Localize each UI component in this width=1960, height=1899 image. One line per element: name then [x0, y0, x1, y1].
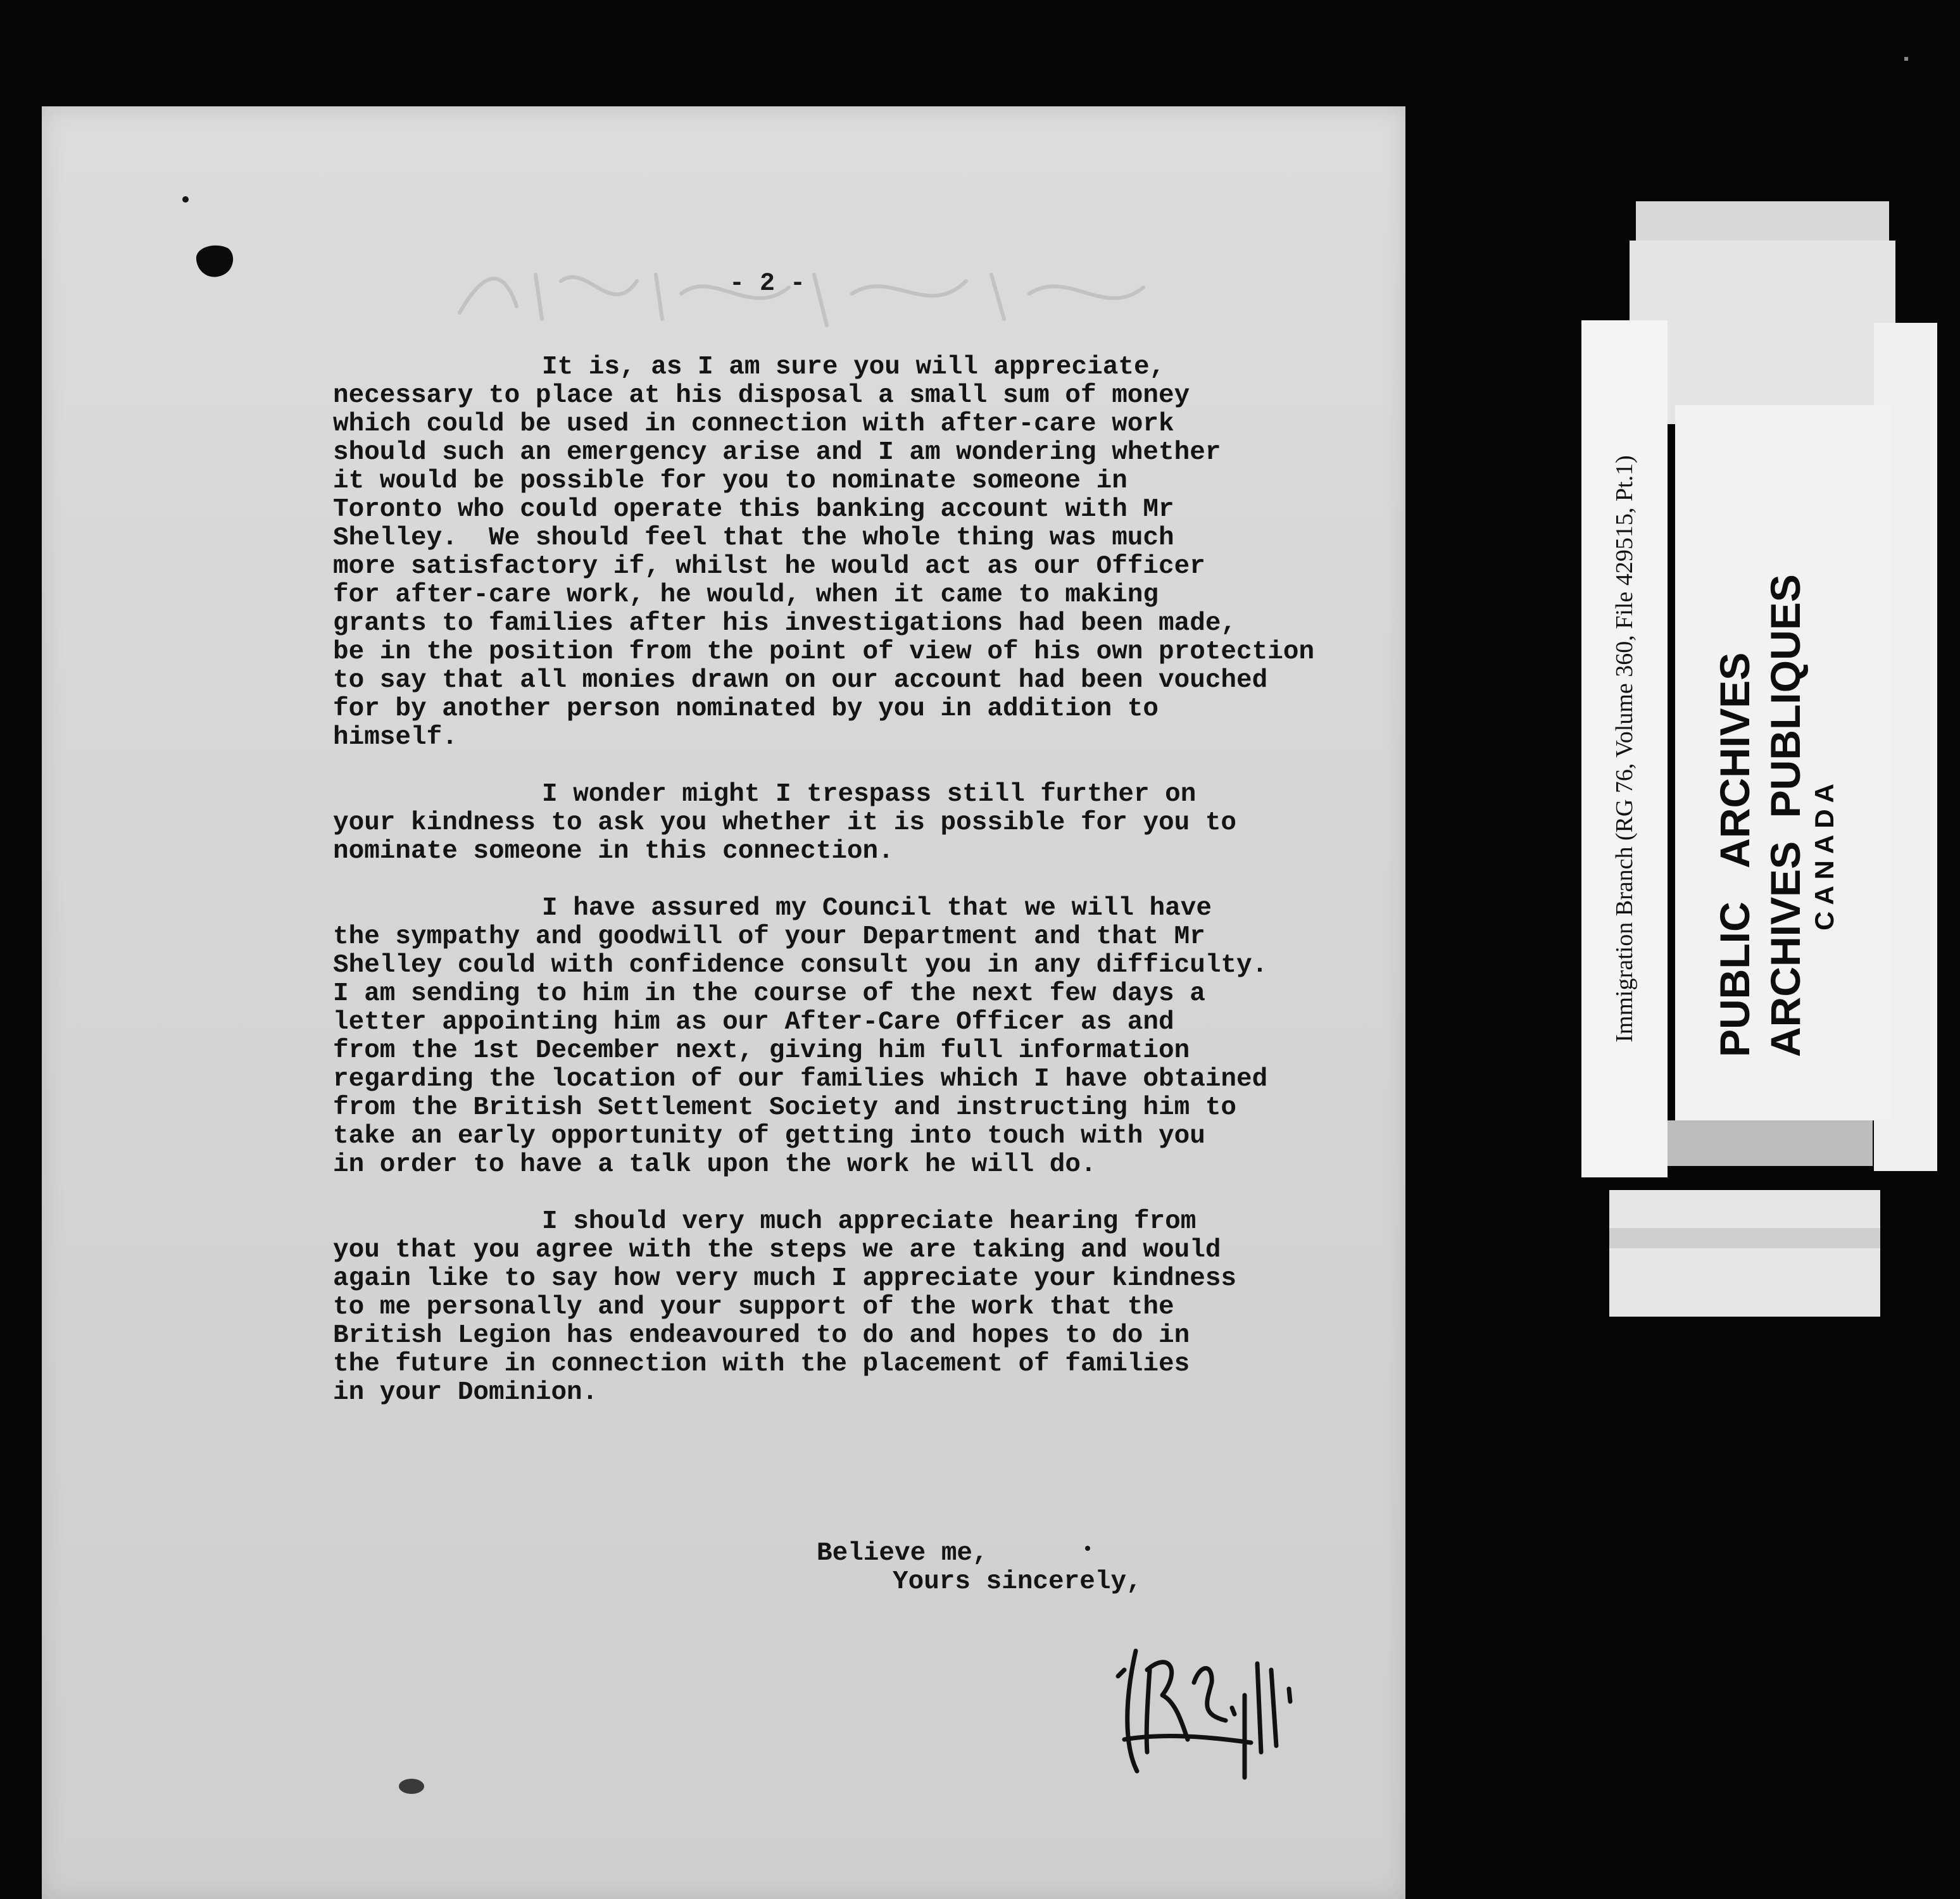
closing-line: Yours sincerely,: [893, 1567, 1142, 1596]
body-line: in your Dominion.: [333, 1378, 598, 1407]
body-line: your kindness to ask you whether it is possible for you to: [333, 808, 1237, 837]
body-line: which could be used in connection with after-care work: [333, 410, 1174, 439]
body-line: in order to have a talk upon the work he will do.: [333, 1150, 1096, 1179]
label-strip-top: [1636, 201, 1889, 241]
body-line: It is, as I am sure you will appreciate,: [542, 353, 1165, 382]
label-lower-block: [1609, 1190, 1880, 1317]
body-line: it would be possible for you to nominate someone in: [333, 467, 1128, 496]
body-line: take an early opportunity of getting into touch with you: [333, 1122, 1205, 1151]
ink-blot: [190, 241, 237, 280]
body-line: nominate someone in this connection.: [333, 837, 894, 866]
archive-reference: Immigration Branch (RG 76, Volume 360, File 429515, Pt.1): [1611, 455, 1638, 1043]
letter-body: [333, 353, 1447, 1436]
page-number: - 2 -: [729, 270, 806, 298]
body-line: for after-care work, he would, when it came to making: [333, 580, 1159, 610]
label-top-block: [1630, 241, 1895, 424]
dust-speck: [1085, 1546, 1090, 1551]
body-line: British Legion has endeavoured to do and hopes to do in: [333, 1321, 1190, 1350]
body-line: you that you agree with the steps we are taking and would: [333, 1236, 1221, 1265]
body-line: from the British Settlement Society and instructing him to: [333, 1093, 1237, 1122]
paragraph-1: [333, 353, 1447, 752]
body-line: grants to families after his investigations had been made,: [333, 609, 1237, 638]
letter-closing: [817, 1539, 1142, 1596]
body-line: should such an emergency arise and I am wondering whether: [333, 438, 1221, 467]
body-line: the future in connection with the placement of families: [333, 1350, 1190, 1379]
body-line: regarding the location of our families which I have obtained: [333, 1065, 1268, 1094]
body-line: Shelley. We should feel that the whole thing was much: [333, 523, 1174, 553]
label-lower-band: [1609, 1228, 1880, 1248]
body-line: more satisfactory if, whilst he would act as our Officer: [333, 552, 1205, 581]
body-line: to say that all monies drawn on our account had been vouched: [333, 666, 1268, 695]
paragraph-2: [333, 780, 1447, 866]
paragraph-4: [333, 1208, 1447, 1407]
body-line: be in the position from the point of view of his own protection: [333, 637, 1315, 667]
dust-speck: [182, 196, 189, 203]
archive-title-line-1: PUBLIC ARCHIVES: [1711, 652, 1758, 1057]
body-line: for by another person nominated by you in addition to: [333, 694, 1159, 724]
body-line: necessary to place at his disposal a small sum of money: [333, 381, 1190, 410]
body-line: to me personally and your support of the work that the: [333, 1293, 1174, 1322]
body-line: Toronto who could operate this banking account with Mr: [333, 495, 1174, 524]
body-line: Shelley could with confidence consult you in any difficulty.: [333, 951, 1268, 980]
body-line: the sympathy and goodwill of your Department and that Mr: [333, 922, 1205, 951]
body-line: letter appointing him as our After-Care Officer as and: [333, 1008, 1174, 1037]
handwritten-signature: [1105, 1626, 1308, 1790]
body-line: himself.: [333, 723, 458, 752]
archive-title-line-2: ARCHIVES PUBLIQUES: [1762, 574, 1809, 1057]
body-line: again like to say how very much I appreciate your kindness: [333, 1264, 1237, 1293]
body-line: I am sending to him in the course of the next few days a: [333, 979, 1205, 1008]
letter-page: [42, 106, 1405, 1899]
paragraph-3: [333, 894, 1447, 1179]
body-line: from the 1st December next, giving him full information: [333, 1036, 1190, 1065]
corner-mark: [1904, 57, 1908, 61]
body-line: I wonder might I trespass still further on: [542, 780, 1197, 809]
archive-country: CANADA: [1809, 777, 1839, 931]
body-line: I have assured my Council that we will have: [542, 894, 1212, 923]
closing-line: Believe me,: [817, 1539, 988, 1568]
body-line: I should very much appreciate hearing from: [542, 1207, 1197, 1236]
dust-speck: [399, 1779, 424, 1794]
